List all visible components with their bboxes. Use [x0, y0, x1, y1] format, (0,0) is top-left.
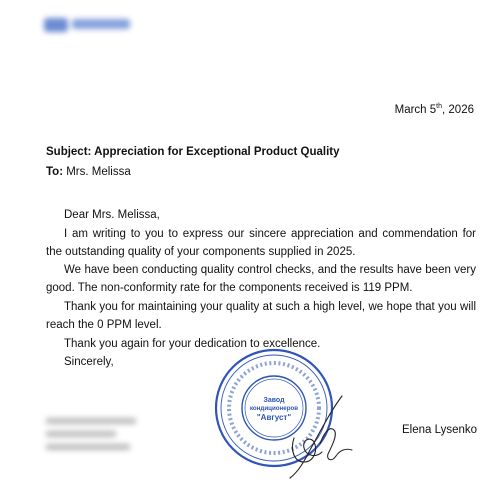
- redacted-sender-block: [46, 418, 146, 452]
- paragraph-3: Thank you for maintaining your quality at such a high level, we hope that you will reach the 0 PPM level.: [46, 300, 476, 331]
- letter-date: March 5th, 2026: [394, 103, 474, 116]
- stamp-line-2: кондиционеров: [249, 405, 299, 412]
- paragraph-4: Thank you again for your dedication to excellence.: [64, 337, 321, 350]
- signer-name: Elena Lysenko: [402, 424, 478, 436]
- stamp-line-3: "Август": [256, 413, 292, 422]
- letter-subject: Subject: Appreciation for Exceptional Product Quality: [46, 146, 340, 158]
- paragraph-2: We have been conducting quality control checks, and the results have been very good. The non-conformity rate for the components received is 119 PPM.: [46, 264, 476, 295]
- company-logo-icon: [44, 10, 130, 40]
- signature-icon: [280, 392, 360, 482]
- greeting: Dear Mrs. Melissa,: [64, 209, 160, 221]
- paragraph-1: I am writing to you to express our sincere appreciation and commendation for the outstanding quality of your components supplied in 2025.: [46, 227, 476, 258]
- stamp-line-1: Завод: [263, 397, 285, 404]
- letter-recipient: To: Mrs. Melissa: [46, 166, 131, 178]
- closing: Sincerely,: [64, 356, 114, 369]
